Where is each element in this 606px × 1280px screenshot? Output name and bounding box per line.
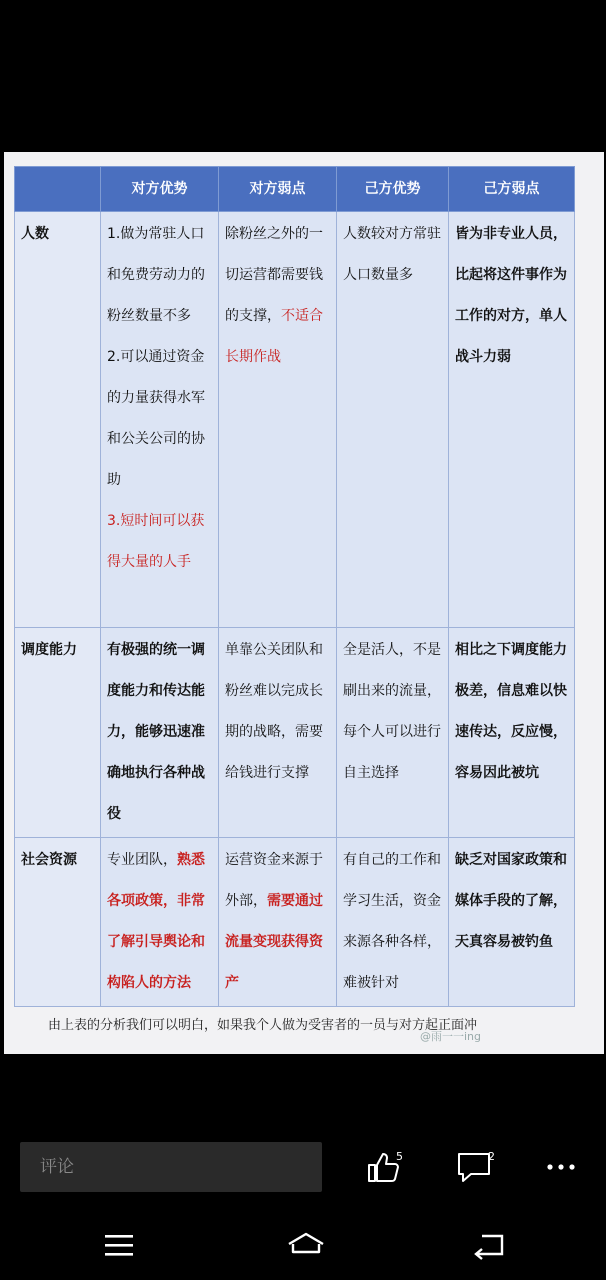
cell-text: 除粉丝之外的一切运营都需要钱的支撑，: [225, 226, 323, 324]
table-cell: [449, 212, 575, 628]
table-cell: [337, 838, 449, 1007]
comparison-table: [14, 166, 575, 1007]
table-cell: [219, 628, 337, 838]
cell-text: 全是活人，不是刷出来的流量，每个人可以进行自主选择: [343, 642, 441, 781]
watermark-text: @雨一一ing: [420, 1030, 482, 1043]
row-label: 人数: [15, 212, 101, 628]
like-button[interactable]: [358, 1142, 418, 1192]
speech-bubble-icon: [456, 1150, 492, 1184]
home-button[interactable]: [272, 1222, 332, 1268]
header-our-strengths: 己方优势: [337, 167, 449, 212]
table-header-row: [15, 167, 575, 212]
cell-text-red: 有极强的统一调度能力和传达能力，能够迅速准确地执行各种战役: [107, 642, 205, 822]
table-row: [15, 628, 575, 838]
cell-text: 有自己的工作和学习生活，资金来源各种各样，难被针对: [343, 852, 441, 991]
table-cell: [337, 628, 449, 838]
table-row: [15, 838, 575, 1007]
screenshot-image: [4, 152, 604, 1054]
header-opponent-strengths: 对方优势: [101, 167, 219, 212]
thumbs-up-icon: [366, 1150, 400, 1184]
cell-text: 2.可以通过资金的力量获得水军和公关公司的协助: [107, 349, 205, 488]
cell-text-red: 缺乏对国家政策和媒体手段的了解，天真容易被钓鱼: [455, 852, 567, 950]
cell-text-red: 需要通过流量变现获得资产: [225, 893, 323, 991]
cell-text-red: 相比之下调度能力极差，信息难以快速传达，反应慢，容易因此被坑: [455, 642, 567, 781]
comment-button[interactable]: [448, 1142, 508, 1192]
cell-text: 单靠公关团队和粉丝难以完成长期的战略，需要给钱进行支撑: [225, 642, 323, 781]
cell-text-red: 不适合长期作战: [225, 308, 323, 365]
table-cell: [101, 838, 219, 1007]
more-dots-icon: [546, 1150, 582, 1184]
header-our-weaknesses: 己方弱点: [449, 167, 575, 212]
cell-text: 人数较对方常驻人口数量多: [343, 226, 441, 283]
row-label: 调度能力: [15, 628, 101, 838]
cell-text-red: 熟悉各项政策，非常了解引导舆论和构陷人的方法: [107, 852, 205, 991]
table-cell: [101, 628, 219, 838]
table-cell: [449, 838, 575, 1007]
comment-input[interactable]: 评论: [20, 1142, 322, 1192]
bottom-action-bar: [0, 1120, 606, 1210]
back-icon: [472, 1232, 506, 1260]
table-cell: [219, 212, 337, 628]
cell-text: 1.做为常驻人口和免费劳动力的粉丝数量不多: [107, 226, 205, 324]
back-button[interactable]: [458, 1222, 518, 1268]
table-cell: [337, 212, 449, 628]
menu-icon: [104, 1232, 134, 1258]
home-icon: [286, 1232, 326, 1260]
menu-button[interactable]: [90, 1222, 150, 1268]
cell-text: 运营资金来源于外部，: [225, 852, 323, 909]
system-nav-bar: [0, 1210, 606, 1280]
more-button[interactable]: [538, 1142, 598, 1192]
header-cell-empty: [15, 167, 101, 212]
table-row: [15, 212, 575, 628]
table-cell: [449, 628, 575, 838]
cell-text-red: 3.短时间可以获得大量的人手: [107, 513, 205, 570]
row-label: 社会资源: [15, 838, 101, 1007]
header-opponent-weaknesses: 对方弱点: [219, 167, 337, 212]
caption-text: 由上表的分析我们可以明白，如果我个人做为受害者的一员与对方起正面冲: [48, 1018, 478, 1033]
table-cell: [219, 838, 337, 1007]
comment-count: 2: [488, 1150, 495, 1163]
like-count: 5: [396, 1150, 403, 1163]
cell-text-red: 皆为非专业人员，比起将这件事作为工作的对方，单人战斗力弱: [455, 226, 567, 365]
cell-text: 专业团队，: [107, 852, 177, 868]
table-cell: [101, 212, 219, 628]
